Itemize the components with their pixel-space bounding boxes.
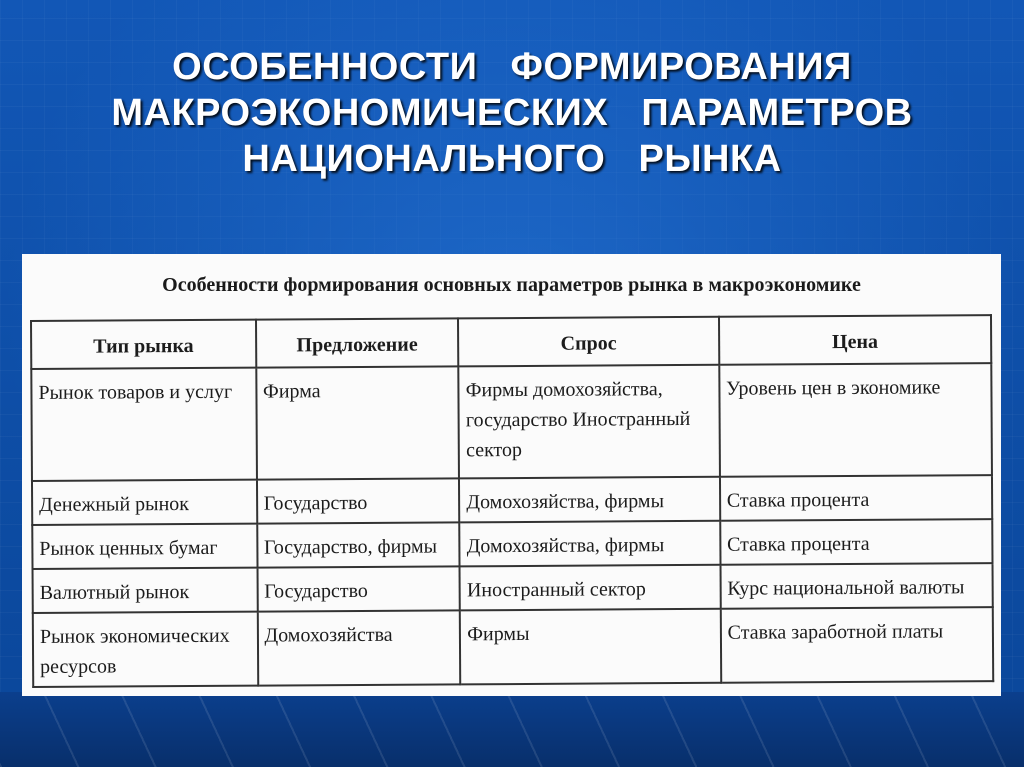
header-supply: Предложение: [256, 318, 459, 367]
scanned-table-image: [22, 254, 1001, 696]
table-cell: Фирма: [256, 366, 459, 479]
table-cell: Фирмы домохозяйства, государство Иностранный сектор: [459, 365, 720, 479]
slide-title: [0, 44, 1024, 182]
title-line-3: НАЦИОНАЛЬНОГО РЫНКА: [242, 138, 782, 180]
table-row: [33, 607, 993, 687]
table-cell: Фирмы: [460, 609, 721, 685]
header-price: Цена: [719, 315, 992, 365]
table-cell: Домохозяйства, фирмы: [460, 521, 721, 567]
table-cell: Ставка процента: [720, 519, 993, 565]
table-cell: Валютный рынок: [33, 568, 258, 613]
header-demand: Спрос: [458, 317, 719, 367]
table-cell: Государство: [257, 478, 460, 523]
table-cell: Домохозяйства: [257, 610, 460, 685]
table-cell: Ставка процента: [720, 475, 993, 521]
table-cell: Государство, фирмы: [257, 522, 460, 567]
table-header-row: [31, 315, 991, 369]
table-cell: Рынок экономических ресурсов: [33, 612, 258, 687]
table-cell: Курс национальной валюты: [720, 563, 993, 609]
table-cell: Государство: [257, 566, 460, 611]
title-line-2: МАКРОЭКОНОМИЧЕСКИХ ПАРАМЕТРОВ: [111, 92, 913, 134]
table-cell: Уровень цен в экономике: [719, 363, 992, 477]
table-cell: Рынок ценных бумаг: [32, 524, 257, 569]
table-cell: Ставка заработной платы: [720, 607, 993, 683]
header-market-type: Тип рынка: [31, 320, 256, 369]
table-cell: Рынок товаров и услуг: [31, 368, 256, 481]
table-cell: Денежный рынок: [32, 480, 257, 525]
table-caption: Особенности формирования основных параметров рынка в макроэкономике: [162, 274, 861, 296]
table-row: [33, 563, 993, 613]
table-cell: Домохозяйства, фирмы: [459, 477, 720, 523]
table-row: [32, 475, 992, 525]
table-row: [31, 363, 992, 481]
table-row: [32, 519, 992, 569]
market-parameters-table: [30, 314, 994, 688]
background-decoration: [0, 692, 1024, 767]
table-cell: Иностранный сектор: [460, 565, 721, 611]
title-line-1: ОСОБЕННОСТИ ФОРМИРОВАНИЯ: [172, 46, 852, 88]
